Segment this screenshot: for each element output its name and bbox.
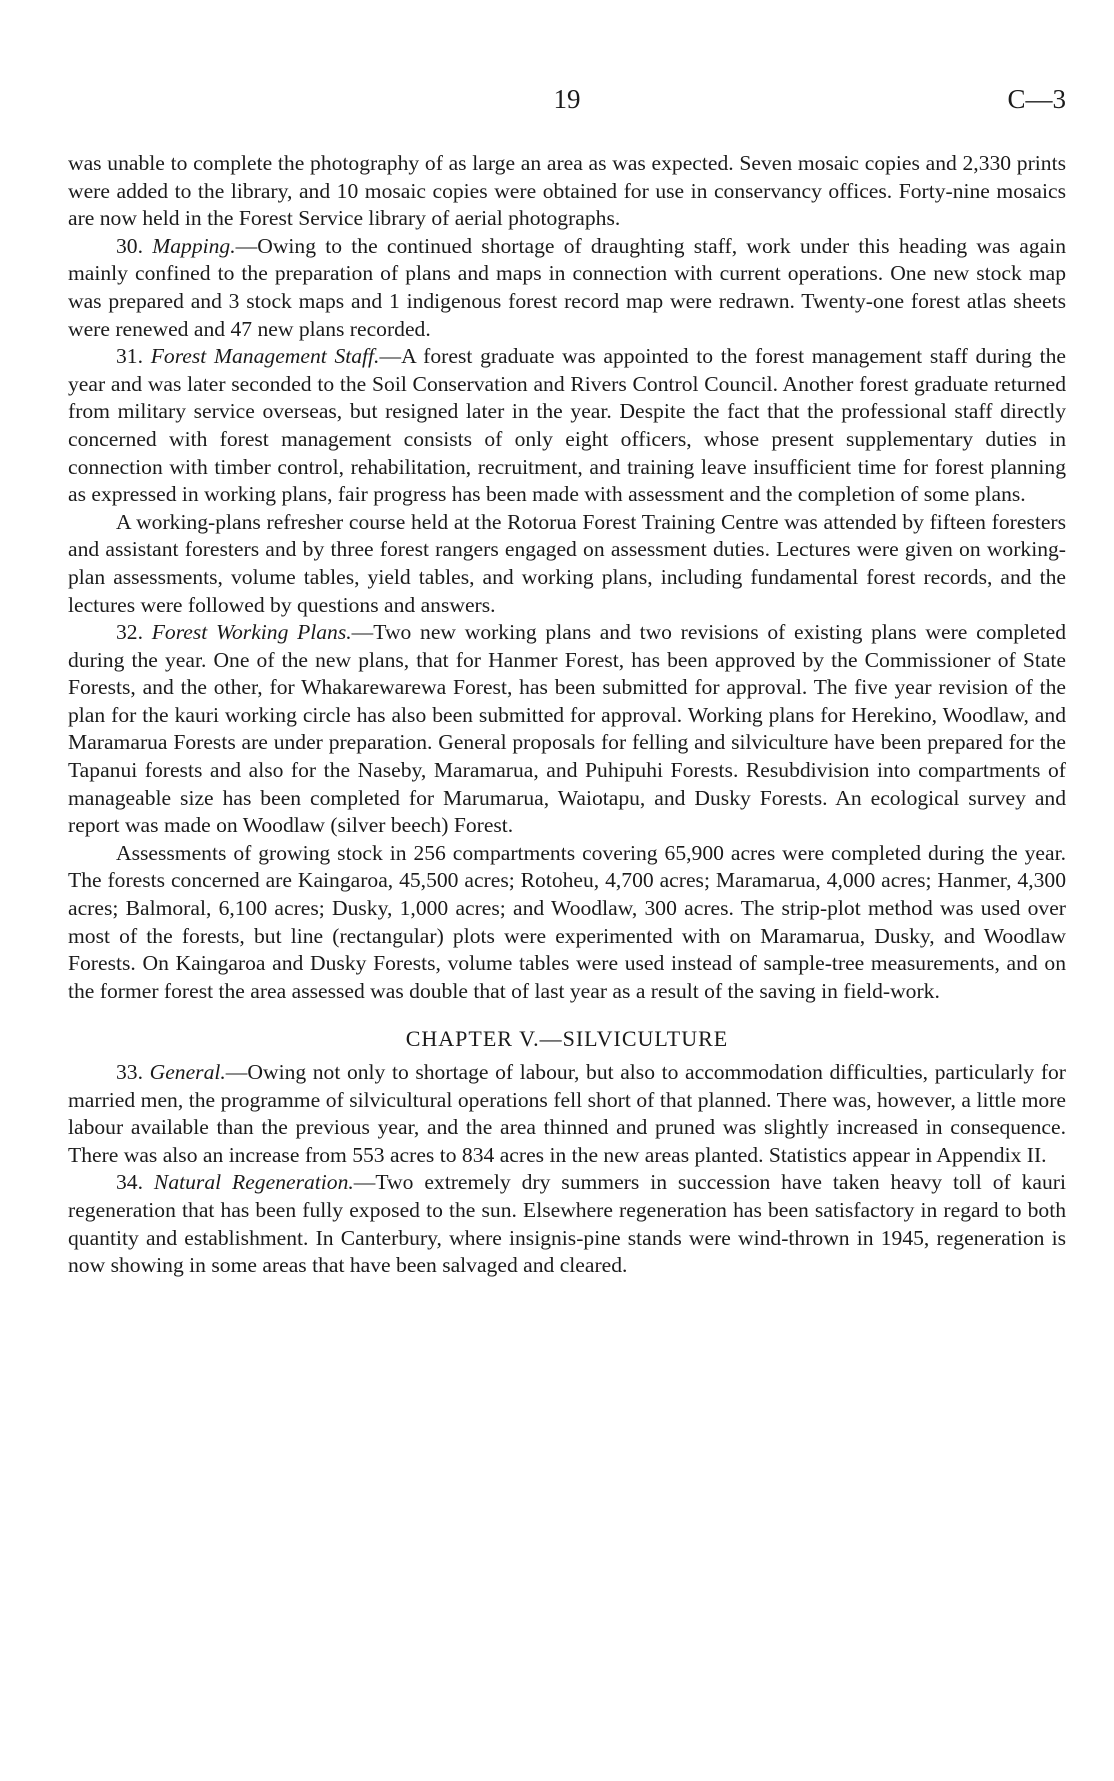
paragraph-text: A working-plans refresher course held at the Rotorua Forest Training Centre was attended by fifteen foresters and assistant foresters and by three forest rangers engaged on assessment duties. Lectures were given on working-plan assessments, volume tables, yield tables, and working plans, including fundamental forest records, and the lectures were followed by questions and answers. (68, 509, 1066, 617)
paragraph-forest-management-staff (68, 343, 1066, 509)
chapter-heading: CHAPTER V.—SILVICULTURE (405, 1026, 729, 1052)
section-title: Natural Regeneration. (153, 1170, 354, 1195)
section-title: Forest Working Plans. (151, 620, 352, 645)
paragraph-text: —Two extremely dry summers in succession have taken heavy toll of kauri regeneration that has been fully exposed to the sun. Elsewhere regeneration has been satisfactory in regard to both quantity and establishment. In Canterbury, where insignis-pine stands were wind-thrown in 1945, regeneration is now showing in some areas that have been salvaged and cleared. (68, 1170, 1067, 1278)
paragraph-text: —A forest graduate was appointed to the forest management staff during the year and was later seconded to the Soil Conservation and Rivers Control Council. Another forest graduate returned from military service overseas, but resigned later in the year. Despite the fact that the professional staff directly concerned with forest management consists of only eight officers, whose present supplementary duties in connection with timber control, rehabilitation, recruitment, and training leave insufficient time for forest planning as expressed in working plans, fair progress has been made with assessment and the completion of some plans. (68, 344, 1067, 507)
page-number: 19 (553, 84, 581, 114)
paragraph (68, 509, 1066, 619)
paragraph (68, 150, 1066, 233)
paragraph-mapping (68, 233, 1066, 343)
paragraph (68, 840, 1066, 1006)
body-text (68, 150, 1066, 1280)
section-title: Forest Management Staff. (150, 344, 380, 369)
paragraph-text: was unable to complete the photography of as large an area as was expected. Seven mosaic copies and 2,330 prints were added to the library, and 10 mosaic copies were obtained for use in conservancy offices. Forty-nine mosaics are now held in the Forest Service library of aerial photographs. (68, 151, 1066, 231)
page-header (68, 84, 1066, 124)
section-title: General. (149, 1060, 226, 1084)
section-number: 30. (116, 233, 153, 258)
paragraph-natural-regeneration (68, 1169, 1066, 1279)
section-number: 32. (116, 620, 152, 645)
paragraph-text: Assessments of growing stock in 256 compartments covering 65,900 acres were completed during the year. The forests concerned are Kaingaroa, 45,500 acres; Rotoheu, 4,700 acres; Maramarua, 4,000 acres; Hanmer, 4,300 acres; Balmoral, 6,100 acres; Dusky, 1,000 acres; and Woodlaw, 300 acres. The strip-plot method was used over most of the forests, but line (rectangular) plots were experimented with on Maramarua, Dusky, and Woodlaw Forests. On Kaingaroa and Dusky Forests, volume tables were used instead of sample-tree measurements, and on the former forest the area assessed was double that of last year as a result of the saving in field-work. (68, 840, 1066, 1003)
paragraph-text: —Owing to the continued shortage of draughting staff, work under this heading was again mainly confined to the preparation of plans and maps in connection with current operations. One new stock map was prepared and 3 stock maps and 1 indigenous forest record map were redrawn. Twenty-one forest atlas sheets were renewed and 47 new plans recorded. (68, 233, 1067, 341)
paragraph-text: —Owing not only to shortage of labour, but also to accommodation difficulties, particularly for married men, the programme of silvicultural operations fell short of that planned. There was, however, a little more labour available than the previous year, and the area thinned and pruned was slightly increased in consequence. There was also an increase from 553 acres to 834 acres in the new areas planted. Statistics appear in Appendix II. (68, 1060, 1066, 1167)
paragraph-forest-working-plans (68, 619, 1066, 840)
section-number: 34. (116, 1170, 154, 1195)
section-number: 33. (116, 1060, 150, 1084)
section-title: Mapping. (152, 233, 236, 258)
section-number: 31. (116, 344, 151, 369)
document-code: C—3 (1007, 84, 1066, 114)
paragraph-general (68, 1059, 1066, 1169)
paragraph-text: —Two new working plans and two revisions of existing plans were completed during the year. One of the new plans, that for Hanmer Forest, has been approved by the Commissioner of State Forests, and the other, for Whakarewarewa Forest, has been submitted for approval. The five year revision of the plan for the kauri working circle has also been submitted for approval. Working plans for Herekino, Woodlaw, and Maramarua Forests are under preparation. General proposals for felling and silviculture have been prepared for the Tapanui forests and also for the Naseby, Maramarua, and Puhipuhi Forests. Resubdivision into compartments of manageable size has been completed for Marumarua, Waiotapu, and Dusky Forests. An ecological survey and report was made on Woodlaw (silver beech) Forest. (68, 620, 1067, 838)
